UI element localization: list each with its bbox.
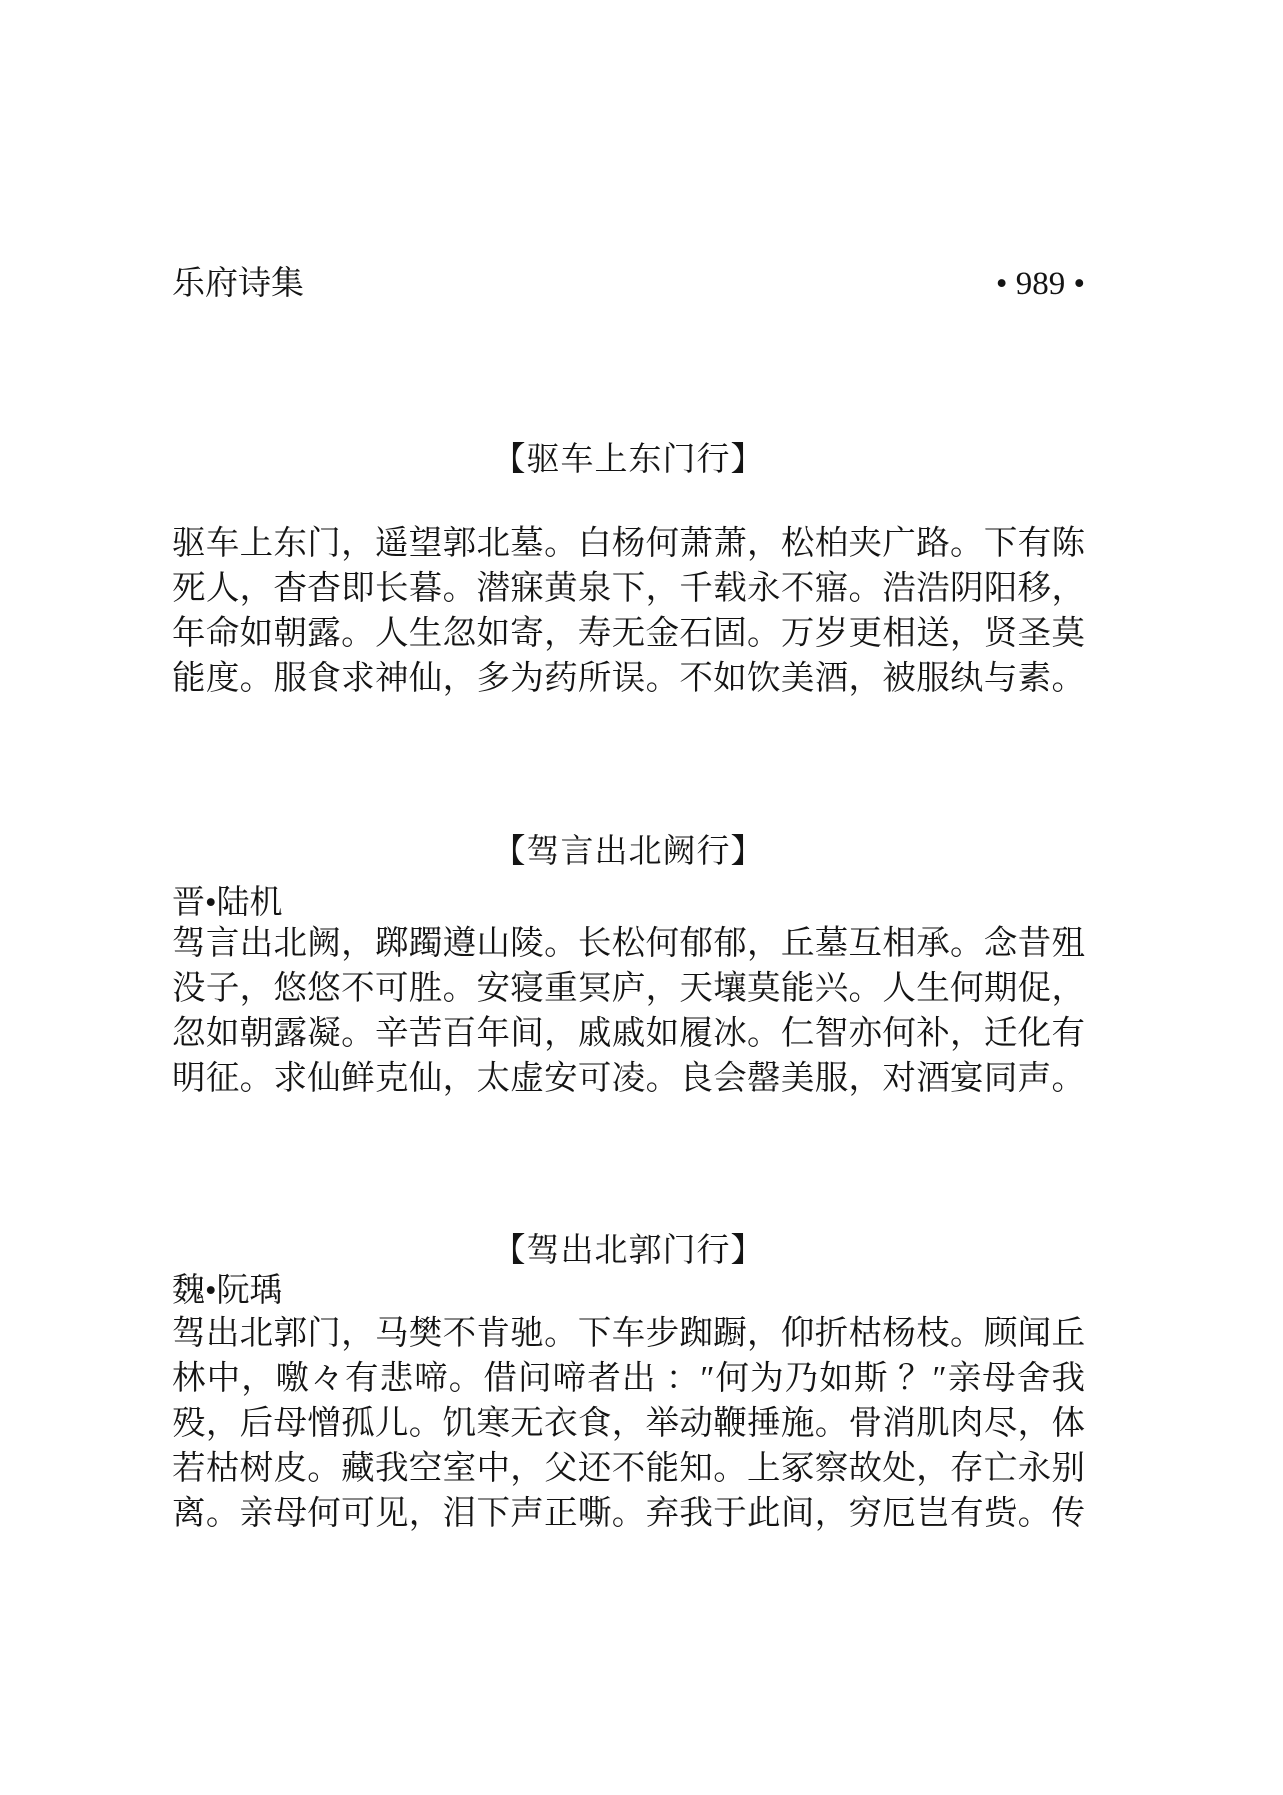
poem-line: 驱车上东门，遥望郭北墓。白杨何萧萧，松柏夹广路。下有陈 xyxy=(172,525,1085,562)
poem-author-2: 晋•陆机 xyxy=(172,885,283,921)
poem-body-1 xyxy=(172,521,1085,701)
poem-line: 驾言出北阙，踯躅遵山陵。长松何郁郁，丘墓互相承。念昔殂 xyxy=(172,925,1085,962)
poem-line: 若枯树皮。藏我空室中，父还不能知。上冢察故处，存亡永别 xyxy=(172,1450,1085,1487)
poem-title-2: 【驾言出北阙行】 xyxy=(492,834,765,870)
poem-line: 离。亲母何可见，泪下声正嘶。弃我于此间，穷厄岂有赀。传 xyxy=(172,1495,1085,1532)
book-title: 乐府诗集 xyxy=(172,266,304,302)
poem-line: 林中，噭々有悲啼。借问啼者出 ：″何为乃如斯 ？″亲母舍我 xyxy=(172,1360,1085,1397)
poem-body-2 xyxy=(172,921,1085,1101)
poem-line: 年命如朝露。人生忽如寄，寿无金石固。万岁更相送，贤圣莫 xyxy=(172,615,1085,652)
poem-line: 死人，杳杳即长暮。潜寐黄泉下，千载永不寤。浩浩阴阳移， xyxy=(172,570,1085,607)
page-number: • 989 • xyxy=(995,266,1085,302)
poem-title-1: 【驱车上东门行】 xyxy=(492,442,765,478)
poem-title-3: 【驾出北郭门行】 xyxy=(492,1233,765,1269)
poem-body-3 xyxy=(172,1311,1085,1536)
poem-line: 忽如朝露凝。辛苦百年间，戚戚如履冰。仁智亦何补，迁化有 xyxy=(172,1015,1085,1052)
poem-line: 能度。服食求神仙，多为药所误。不如饮美酒，被服纨与素。 xyxy=(172,660,1085,697)
poem-line: 明征。求仙鲜克仙，太虚安可凌。良会罄美服，对酒宴同声。 xyxy=(172,1060,1085,1097)
poem-line: 没子，悠悠不可胜。安寝重冥庐，天壤莫能兴。人生何期促， xyxy=(172,970,1085,1007)
poem-line: 驾出北郭门，马樊不肯驰。下车步踟蹰，仰折枯杨枝。顾闻丘 xyxy=(172,1315,1085,1352)
poem-line: 殁，后母憎孤儿。饥寒无衣食，举动鞭捶施。骨消肌肉尽，体 xyxy=(172,1405,1085,1442)
poem-author-3: 魏•阮瑀 xyxy=(172,1273,283,1309)
page-header xyxy=(172,262,1085,307)
